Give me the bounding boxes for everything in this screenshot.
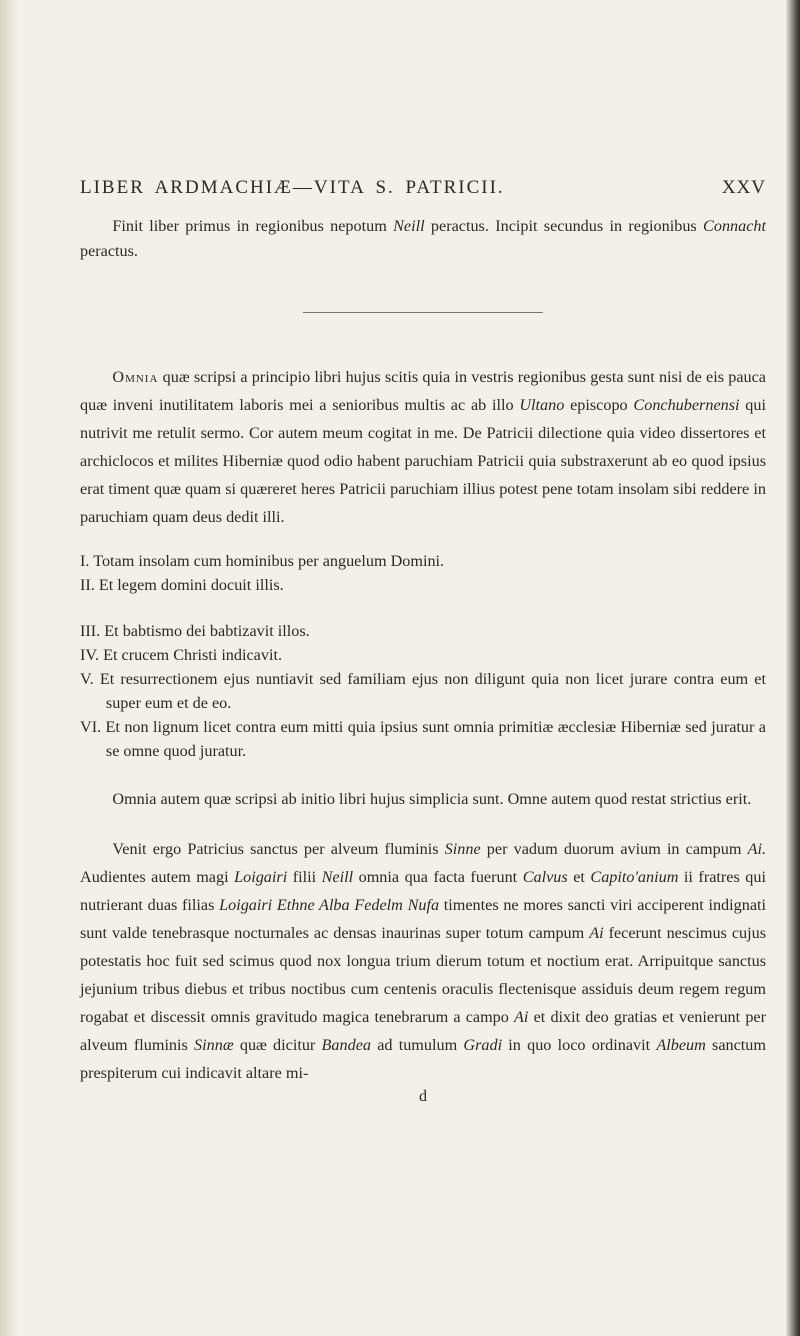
paragraph-text: episcopo <box>564 396 634 414</box>
paragraph-text: ad tumulum <box>370 1036 464 1054</box>
paragraph-venit <box>80 835 766 1087</box>
section-divider <box>303 312 543 313</box>
italic-name: Ai. <box>747 840 767 858</box>
list-item: V. Et resurrectionem ejus nuntiavit sed familiam ejus non diligunt quia non licet jurare contra eum et super eum et de eo. <box>80 670 766 712</box>
italic-name: Bandea <box>321 1036 371 1054</box>
list-item: II. Et legem domini docuit illis. <box>80 576 284 594</box>
italic-name: Ai <box>514 1008 529 1026</box>
italic-name: Ai <box>589 924 604 942</box>
list-item: III. Et babtismo dei babtizavit illos. <box>80 622 310 640</box>
intro-text: peractus. Incipit secundus in regionibus <box>424 217 704 235</box>
paragraph-text: Venit ergo Patricius sanctus per alveum fluminis <box>112 840 445 858</box>
list-item: VI. Et non lignum licet contra eum mitti quia ipsius sunt omnia primitiæ æcclesiæ Hiberniæ sed juratur a se omne quod juratur. <box>80 718 766 760</box>
paragraph-text: omnia qua facta fuerunt <box>353 868 523 886</box>
running-title: LIBER ARDMACHIÆ—VITA S. PATRICII. <box>80 177 505 198</box>
italic-name: Albeum <box>656 1036 706 1054</box>
italic-name: Gradi <box>463 1036 503 1054</box>
paragraph-text: fecerunt nescimus cujus potestatis hoc fuit sed scimus quod nox longua trium dierum totum et noctium erat. Arripuitque sanctus jejunium tribus diebus et tribus noctibus cum centenis oraculis flectenisque assiduis deum regem regum rogabat et discessit omnis gravitudo magica tenebrarum a campo <box>80 924 766 1026</box>
paragraph-omnia <box>80 363 766 531</box>
italic-name: Calvus <box>522 868 568 886</box>
italic-name: Ultano <box>519 396 565 414</box>
paragraph-text: quæ scripsi a principio libri hujus scitis quia in vestris regionibus gesta sunt nisi de eis pauca quæ inveni inutilitatem laboris mei a senioribus multis ac ab illo <box>80 368 766 414</box>
list-item: IV. Et crucem Christi indicavit. <box>80 646 283 664</box>
initial-word: Omnia <box>112 368 159 386</box>
page-content <box>80 176 766 1111</box>
intro-text: peractus. <box>80 242 138 260</box>
page-number: XXV <box>721 177 766 198</box>
gutter-shadow <box>0 0 18 1336</box>
signature-mark: d <box>419 1088 427 1105</box>
list-item: I. Totam insolam cum hominibus per anguelum Domini. <box>80 552 445 570</box>
paragraph-text: Audientes autem magi <box>80 868 235 886</box>
paragraph-text: et dixit deo gratias et venierunt per alveum fluminis <box>80 1008 766 1054</box>
italic-name: Capito'anium <box>590 868 679 886</box>
page-edge <box>786 0 800 1336</box>
italic-name: Conchubernensi <box>633 396 740 414</box>
list-gap <box>80 597 766 619</box>
paragraph-text: et <box>567 868 591 886</box>
paragraph-text: filii <box>287 868 322 886</box>
paragraph-text: in quo loco ordinavit <box>502 1036 657 1054</box>
paragraph-text: per vadum duorum avium in campum <box>480 840 748 858</box>
paragraph-omnia-autem: Omnia autem quæ scripsi ab initio libri hujus simplicia sunt. Omne autem quod restat strictius erit. <box>112 790 752 808</box>
numbered-list <box>80 549 766 763</box>
paragraph-text: sanctum prespiterum cui indicavit altare mi- <box>80 1036 766 1082</box>
intro-text: Finit liber primus in regionibus nepotum <box>112 217 394 235</box>
italic-name: Sinnæ <box>194 1036 234 1054</box>
paragraph-text: qui nutrivit me retulit sermo. Cor autem meum cogitat in me. De Patricii dilectione quia video dissertores et archiclocos et milites Hiberniæ quod odio habent paruchiam Patricii quia substraxerunt ab eo quod ipsius erat timent quæ quam si quæreret heres Patricii paruchiam illius potest pene totam insolam sibi reddere in paruchiam quam deus dedit illi. <box>80 396 766 526</box>
paragraph-text: ii fratres qui nutrierant duas filias <box>80 868 766 914</box>
paragraph-text: quæ dicitur <box>233 1036 322 1054</box>
italic-name: Loigairi Ethne Alba Fedelm Nufa <box>219 896 440 914</box>
italic-name: Sinne <box>444 840 481 858</box>
intro-paragraph <box>80 214 766 264</box>
italic-name: Loigairi <box>234 868 288 886</box>
intro-italic: Connacht <box>703 217 766 235</box>
italic-name: Neill <box>321 868 354 886</box>
running-header <box>80 176 766 200</box>
paragraph-text: timentes ne mores sancti viri acciperent indignati sunt valde tenebrasque nocturnales ac densas inaurinas super totum campum <box>80 896 767 942</box>
intro-italic: Neill <box>393 217 425 235</box>
